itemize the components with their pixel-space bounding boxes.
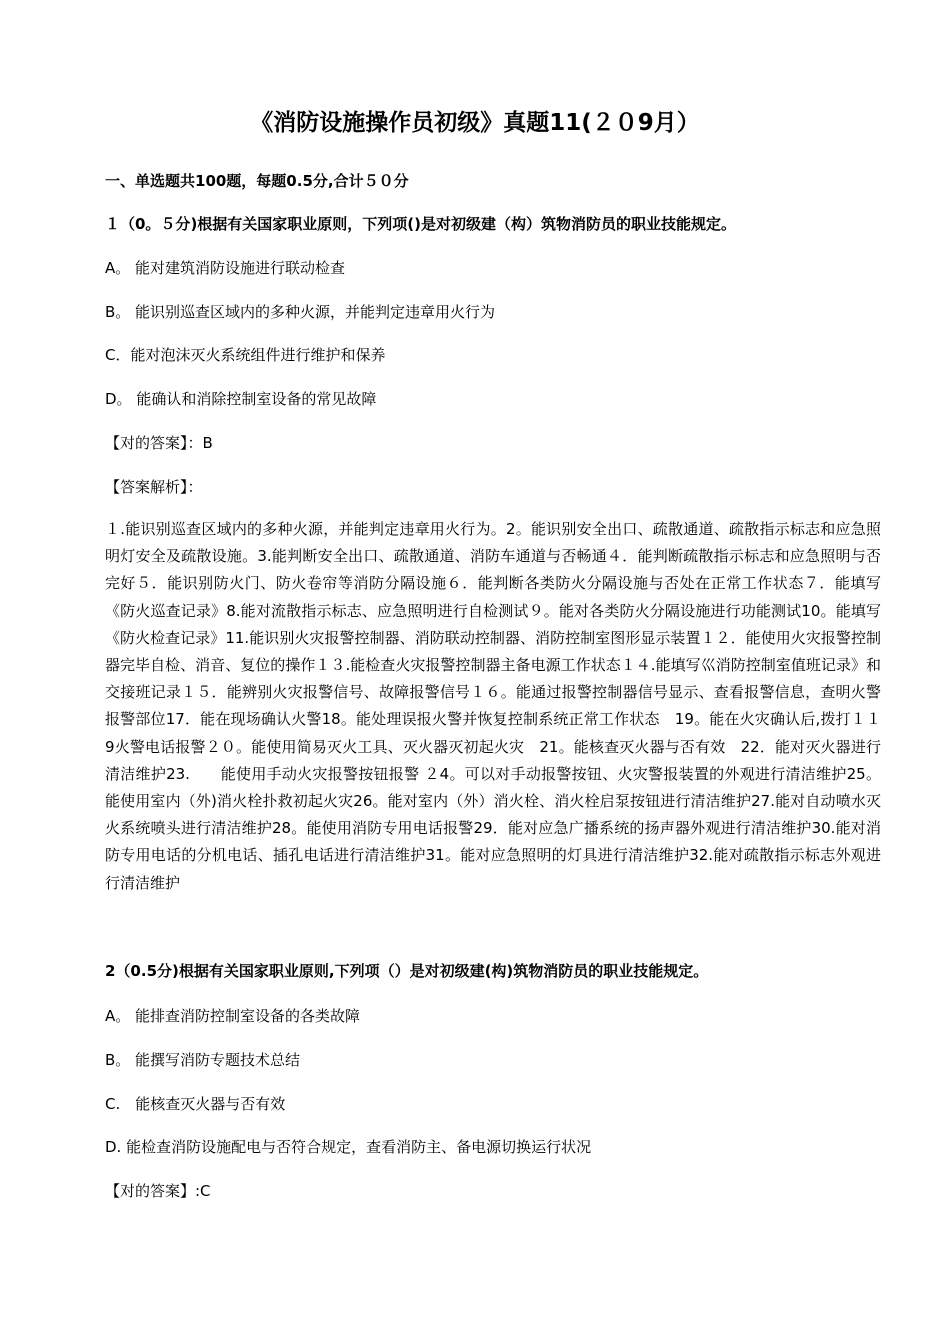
question-2-stem: 2（0.5分)根据有关国家职业原则,下列项（）是对初级建(构)筑物消防员的职业技能规定。: [105, 962, 709, 980]
question-1-option-d: D。 能确认和消除控制室设备的常见故障: [105, 390, 377, 408]
document-title: 《消防设施操作员初级》真题11(２０9月）: [250, 110, 700, 136]
question-1-stem: １（0。５分)根据有关国家职业原则，下列项()是对初级建（构）筑物消防员的职业技能规定。: [105, 215, 737, 233]
question-1-option-a: A。 能对建筑消防设施进行联动检查: [105, 259, 346, 277]
question-1-analysis: １.能识别巡查区域内的多种火源，并能判定违章用火行为。2。能识别安全出口、疏散通道、疏散指示标志和应急照明灯安全及疏散设施。3.能判断安全出口、疏散通道、消防车通道与否畅通４．能判断疏散指示标志和应急照明与否完好５．能识别防火门、防火卷帘等消防分隔设施６．能判断各类防火分隔设施与否处在正常工作状态７．能填写《防火巡查记录》8.能对流散指示标志、应急照明进行自检测试９。能对各类防火分隔设施进行功能测试10。能填写《防火检查记录》11.能识别火灾报警控制器、消防联动控制器、消防控制室图形显示装置１２．能使用火灾报警控制器完毕自检、消音、复位的操作１３.能检查火灾报警控制器主备电源工作状态１４.能填写巛消防控制室值班记录》和交接班记录１５．能辨别火灾报警信号、故障报警信号１６。能通过报警控制器信号显示、查看报警信息，查明火警报警部位17．能在现场确认火警18。能处理误报火警并恢复控制系统正常工作状态 19。能在火灾确认后,拨打１１9火警电话报警２０。能使用简易灭火工具、灭火器灭初起火灾 21。能核查灭火器与否有效 22．能对灭火器进行清洁维护23. 能使用手动火灾报警按钮报警 ２4。可以对手动报警按钮、火灾警报装置的外观进行清洁维护25。能使用室内（外)消火栓扑救初起火灾26。能对室内（外）消火栓、消火栓启泵按钮进行清洁维护27.能对自动喷水灭火系统喷头进行清洁维护28。能使用消防专用电话报警29．能对应急广播系统的扬声器外观进行清洁维护30.能对消防专用电话的分机电话、插孔电话进行清洁维护31。能对应急照明的灯具进行清洁维护32.能对疏散指示标志外观进行清洁维护: [105, 520, 881, 892]
question-1-option-b: B。 能识别巡查区域内的多种火源，并能判定违章用火行为: [105, 303, 496, 321]
question-1-answer: 【对的答案】：B: [105, 434, 213, 452]
question-2-answer: 【对的答案】:C: [105, 1182, 211, 1200]
section-heading: 一、单选题共100题，每题0.5分,合计５０分: [105, 172, 409, 190]
question-1-option-c: C．能对泡沫灭火系统组件进行维护和保养: [105, 346, 386, 364]
question-2-option-c: C. 能核查灭火器与否有效: [105, 1095, 286, 1113]
question-2-option-b: B。 能撰写消防专题技术总结: [105, 1051, 301, 1069]
question-1-analysis-label: 【答案解析】：: [105, 478, 203, 496]
question-2-option-a: A。 能排查消防控制室设备的各类故障: [105, 1007, 361, 1025]
question-2-option-d: D. 能检查消防设施配电与否符合规定，查看消防主、备电源切换运行状况: [105, 1138, 592, 1156]
